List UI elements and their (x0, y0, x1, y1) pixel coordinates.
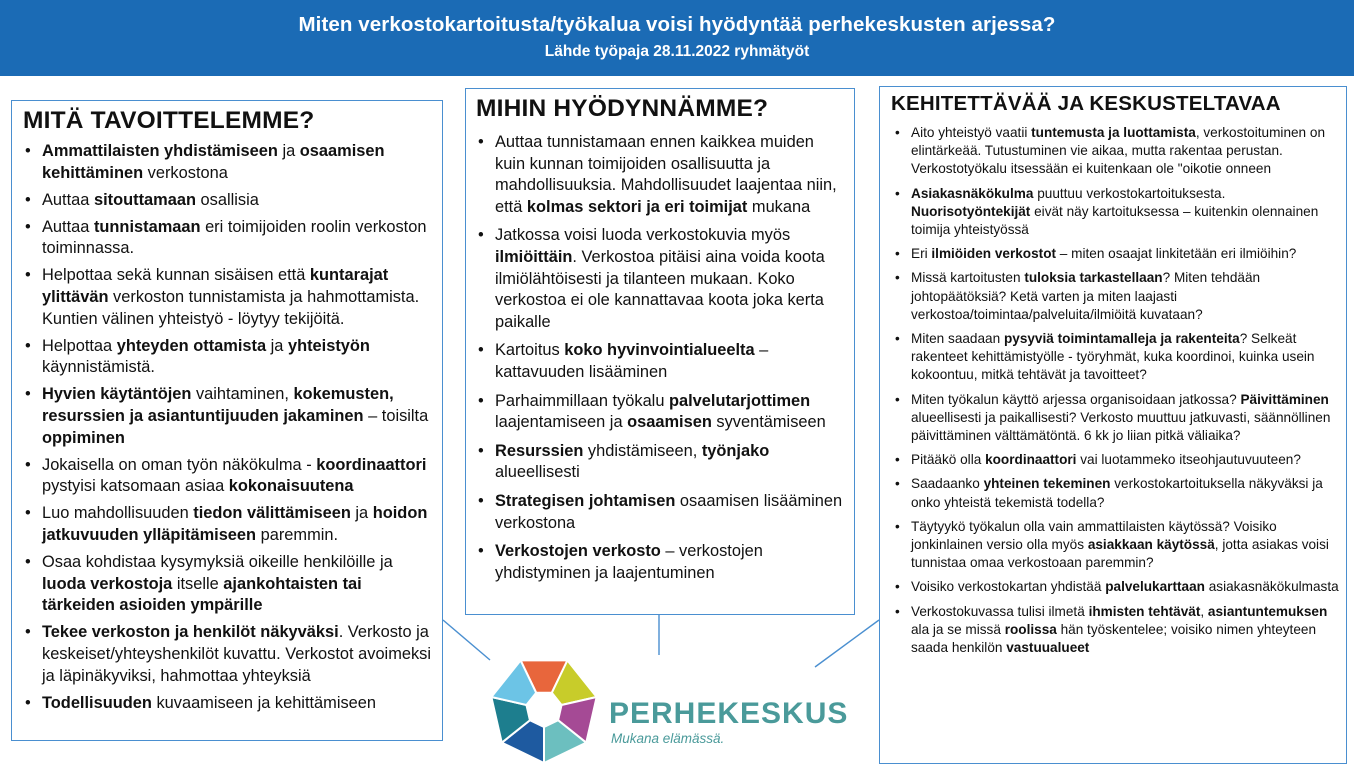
list-item (42, 265, 436, 330)
list-item (42, 455, 436, 498)
text: , jotta asiakas voisi tunnistaa omaa verkostoaan paremmin? (911, 537, 1329, 571)
bold-text: ajankohtaisten tai tärkeiden asioiden ympärille (42, 574, 362, 615)
list-item (911, 330, 1340, 385)
text: vai luotammeko itseohjautuvuuteen? (1076, 452, 1301, 468)
text: Jatkossa voisi luoda verkostokuvia myös (495, 226, 791, 245)
list-item (42, 190, 436, 212)
bold-text: oppiminen (42, 428, 125, 447)
bold-text: kokemusten, resurssien ja asiantuntijuuden jakaminen (42, 385, 394, 426)
bold-text: Hyvien käytäntöjen (42, 385, 192, 404)
bold-text: kuntarajat ylittävän (42, 266, 389, 307)
bold-text: ilmiöittäin (495, 247, 573, 266)
list-item (42, 141, 436, 184)
list-item (911, 578, 1340, 596)
bold-text: tuntemusta ja luottamista (1031, 125, 1196, 140)
text: kuvaamiseen ja kehittämiseen (151, 693, 377, 712)
bold-text: Resurssien (495, 441, 584, 460)
goals-list (42, 141, 436, 714)
bold-text: Todellisuuden (42, 693, 152, 712)
bold-text: ihmisten tehtävät (1088, 603, 1201, 619)
list-item (42, 622, 436, 687)
text: Luo mahdollisuuden (42, 504, 194, 523)
bold-text: koordinaattori (985, 452, 1077, 468)
text: Saadaanko (911, 476, 984, 492)
page-subtitle: Lähde työpaja 28.11.2022 ryhmätyöt (544, 43, 810, 60)
text: syventämiseen (711, 413, 826, 432)
text: . Verkosto ja keskeiset/yhteyshenkilöt kuvattu. Verkostot avoimeksi ja läpinäkyviksi, hahmottaa yhteyksiä (42, 623, 432, 685)
text: – verkostojen yhdistyminen ja laajentuminen (495, 542, 763, 582)
text: Auttaa (42, 217, 94, 236)
text: Verkostokuvassa tulisi ilmetä (911, 603, 1089, 619)
bold-text: yhteyden ottamista (116, 336, 267, 355)
bold-text: Strategisen johtamisen (495, 491, 676, 510)
text: eivät näy kartoituksessa – kuitenkin olennainen toimija yhteistyössä (911, 203, 1319, 238)
text: ja (266, 336, 288, 355)
list-item (495, 391, 848, 434)
list-item (495, 441, 848, 484)
text: alueellisesti (495, 463, 580, 482)
text: Miten saadaan (911, 331, 1004, 347)
heptagon-logo-icon (488, 655, 600, 763)
bold-text: työnjako (701, 441, 770, 460)
uses-panel (465, 88, 855, 615)
bold-text: pysyviä toimintamalleja ja rakenteita (1003, 331, 1240, 347)
bold-text: roolissa (1004, 621, 1057, 637)
text: Osaa kohdistaa kysymyksiä oikeille henkilöille ja (42, 553, 393, 572)
text: vaihtaminen, (191, 385, 294, 404)
text: – toisilta (363, 407, 429, 426)
bold-text: koko hyvinvointialueelta (564, 341, 755, 360)
list-item (911, 451, 1340, 469)
bold-text: Nuorisotyöntekijät (911, 203, 1031, 219)
bold-text: palvelutarjottimen (669, 391, 811, 410)
text: Eri (911, 246, 932, 262)
text: laajentamiseen ja (495, 413, 628, 432)
bold-text: Verkostojen verkosto (495, 542, 661, 561)
bold-text: hoidon jatkuvuuden ylläpitämiseen (42, 504, 428, 544)
text: verkostona (143, 163, 228, 182)
text: Helpottaa (42, 336, 117, 355)
text: Jokaisella on oman työn näkökulma - (42, 455, 317, 474)
uses-list (495, 132, 848, 584)
list-item (911, 269, 1340, 324)
list-item (42, 552, 436, 617)
text: Helpottaa sekä kunnan sisäisen että (42, 266, 310, 285)
text: – miten osaajat linkitetään eri ilmiöihin? (1056, 246, 1297, 262)
text: ? Selkeät rakenteet kehittämistyölle - työryhmät, kuka koordinoi, kuinka usein kokoontuu, mitkä tehtävät ja tavoitteet? (911, 331, 1315, 383)
list-item (42, 693, 436, 715)
bold-text: asiakkaan käytössä (1087, 537, 1215, 553)
bold-text: osaamisen (627, 413, 712, 432)
text: yhdistämiseen, (583, 441, 702, 460)
logo-tagline: Mukana elämässä. (611, 731, 725, 746)
text: itselle (172, 574, 224, 593)
list-item (42, 336, 436, 379)
bold-text: tuloksia tarkastellaan (1024, 270, 1163, 286)
bold-text: ilmiöiden verkostot (931, 246, 1057, 262)
text: , verkostoituminen on elintärkeää. Tutustuminen vie aikaa, mutta rakentaa perustan. Verkostotyökalu itsessään ei kuitenkaan ole "oikotie onneen (911, 125, 1326, 177)
text: alueellisesti ja paikallisesti? Verkosto muuttuu jatkuvasti, säännöllinen päivittäminen välttämätöntä. 6 kk jo liian pitkä väliaika? (911, 409, 1331, 444)
goals-panel (11, 100, 443, 741)
text: pystyisi katsomaan asiaa (42, 477, 229, 496)
list-item (911, 391, 1340, 446)
text: Parhaimmillaan työkalu (495, 391, 669, 410)
text: ? Miten tehdään johtopäätöksiä? Ketä varten ja miten laajasti verkostoa/toimintaa/palveluita/ilmiöitä kuvataan? (911, 270, 1261, 322)
bold-text: Tekee verkoston ja henkilöt näkyväksi (42, 623, 339, 642)
bold-text: asiantuntemuksen (1207, 603, 1328, 619)
list-item (495, 541, 848, 584)
goals-heading: MITÄ TAVOITTELEMME? (23, 107, 315, 134)
list-item (495, 132, 848, 218)
text: paremmin. (256, 526, 339, 544)
bold-text: yhteistyön (287, 336, 370, 355)
bold-text: Ammattilaisten yhdistämiseen (42, 142, 278, 160)
logo-wordmark: PERHEKESKUS (609, 697, 849, 730)
list-item (495, 491, 848, 534)
text: Kartoitus (495, 341, 565, 360)
text: asiakasnäkökulmasta (1204, 579, 1339, 595)
list-item (911, 518, 1340, 573)
list-item (911, 124, 1340, 179)
perhekeskus-logo (488, 655, 868, 763)
text: eri toimijoiden roolin verkoston toiminnassa. (42, 217, 427, 258)
text: mukana (747, 197, 811, 216)
text: Missä kartoitusten (911, 270, 1025, 286)
text: Voisiko verkostokartan yhdistää (911, 579, 1106, 595)
text: osallisia (195, 190, 259, 209)
text: osaamisen lisääminen verkostona (495, 491, 843, 532)
bold-text: tiedon välittämiseen (193, 504, 351, 523)
bold-text: luoda verkostoja (42, 574, 173, 593)
development-heading: KEHITETTÄVÄÄ JA KESKUSTELTAVAA (891, 92, 1281, 115)
development-list (911, 124, 1340, 657)
bold-text: tunnistamaan (93, 217, 201, 236)
bold-text: osaamisen kehittäminen (42, 142, 385, 182)
list-item (42, 217, 436, 260)
bold-text: palvelukarttaan (1105, 579, 1205, 595)
bold-text: yhteinen tekeminen (983, 476, 1111, 492)
text: Miten työkalun käyttö arjessa organisoidaan jatkossa? (911, 391, 1241, 407)
text: , (1200, 603, 1208, 619)
text: käynnistämistä. (42, 358, 155, 377)
text: ala ja se missä (911, 621, 1005, 637)
bold-text: kokonaisuutena (228, 477, 354, 496)
uses-heading: MIHIN HYÖDYNNÄMME? (476, 95, 769, 122)
bold-text: vastuualueet (1006, 640, 1090, 656)
list-item (42, 503, 436, 546)
list-item (495, 225, 848, 333)
list-item (911, 475, 1340, 511)
bold-text: Päivittäminen (1240, 391, 1329, 407)
bold-text: kolmas sektori ja eri toimijat (526, 197, 748, 216)
list-item (42, 384, 436, 449)
text: Auttaa tunnistamaan ennen kaikkea muiden kuin kunnan toimijoiden osallisuutta ja mahdollisuuksia. Mahdollisuudet laajentaa niin, että (495, 133, 837, 216)
text: Pitääkö olla (911, 452, 986, 468)
text: Aito yhteistyö vaatii (911, 125, 1032, 140)
development-panel (879, 86, 1347, 764)
text: Täytyykö työkalun olla vain ammattilaisten käytössä? Voisiko jonkinlainen versio olla myös (911, 518, 1277, 553)
list-item (911, 245, 1340, 263)
text: Auttaa (42, 190, 94, 209)
text: ja (350, 504, 373, 523)
connector-left (443, 620, 490, 660)
bold-text: koordinaattori (316, 455, 427, 474)
text: – kattavuuden lisääminen (495, 341, 769, 381)
text: ja (277, 142, 300, 160)
page-title: Miten verkostokartoitusta/työkalua voisi hyödyntää perhekeskusten arjessa? (298, 13, 1056, 36)
text: verkostokartoituksella näkyväksi ja onko yhteistä tekemistä todella? (911, 476, 1323, 510)
bold-text: sitouttamaan (93, 190, 196, 209)
list-item (911, 185, 1340, 240)
bold-text: Asiakasnäkökulma (911, 185, 1034, 201)
list-item (495, 340, 848, 383)
text: hän työskentelee; voisiko nimen yhteyteen saada henkilön (911, 621, 1317, 656)
text: verkoston tunnistamista ja hahmottamista. Kuntien välinen yhteistyö - löytyy tekijöitä. (42, 288, 420, 328)
text: . Verkostoa pitäisi aina voida koota ilmiölähtöisesti ja tilanteen mukaan. Koko verkostoa ei ole kannattavaa koota joka kerta paikalle (495, 247, 825, 331)
text: puuttuu verkostokartoituksesta. (1033, 185, 1226, 201)
list-item (911, 603, 1340, 658)
